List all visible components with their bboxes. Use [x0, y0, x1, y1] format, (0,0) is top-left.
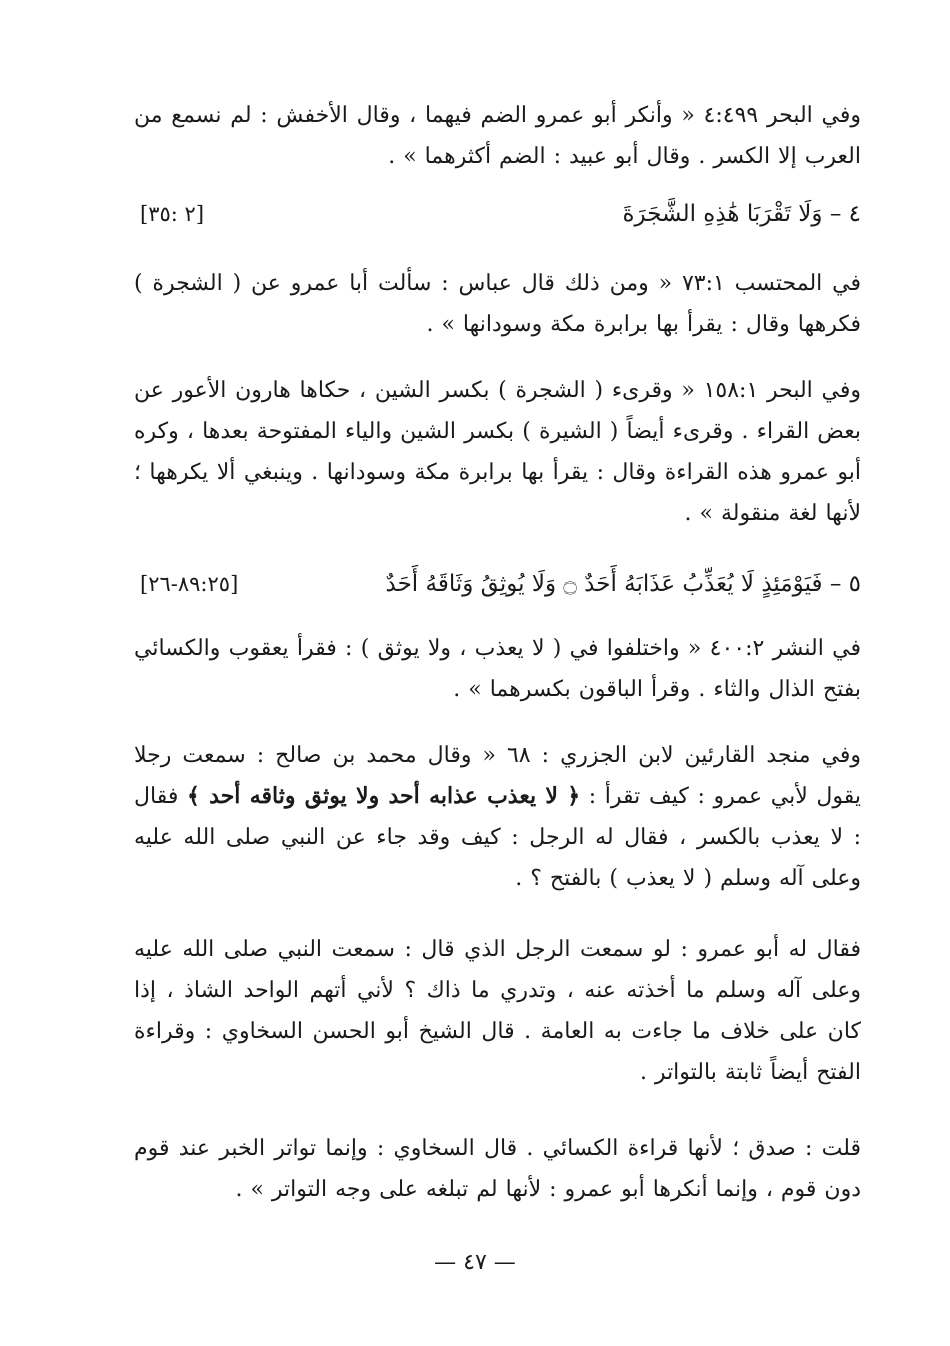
- paragraph-nashr: في النشر ٤٠٠:٢ « واختلفوا في ( لا يعذب ، ولا يوثق ) : فقرأ يعقوب والكسائي بفتح الذال والثاء . وقرأ الباقون بكسرهما » .: [134, 636, 861, 702]
- paragraph-qultu: قلت : صدق ؛ لأنها قراءة الكسائي . قال السخاوي : وإنما تواتر الخبر عند قوم دون قوم ، وإنما أنكرها أبو عمرو : لأنها لم تبلغه على وجه التواتر » .: [134, 1136, 861, 1202]
- paragraph-abu-amr-reply: فقال له أبو عمرو : لو سمعت الرجل الذي قال : سمعت النبي صلى الله عليه وعلى آله وسلم ما أخذته عنه ، وتدري ما ذاك ؟ لأني أتهم الواحد الشاذ ، إذا كان على خلاف ما جاءت به العامة . قال الشيخ أبو الحسن السخاوي : وقراءة الفتح أيضاً ثابتة بالتواتر .: [134, 937, 861, 1085]
- verse-4: [134, 192, 861, 236]
- paragraph-bahr-499: وفي البحر ٤:٤٩٩ « وأنكر أبو عمرو الضم فيهما ، وقال الأخفش : لم نسمع من العرب إلا الكسر . وقال أبو عبيد : الضم أكثرهما » .: [134, 103, 861, 169]
- paragraph-bahr-158: وفي البحر ١٥٨:١ « وقرىء ( الشجرة ) بكسر الشين ، حكاها هارون الأعور عن بعض القراء . وقرىء أيضاً ( الشيرة ) بكسر الشين والياء المفتوحة بعدها ، وكره أبو عمرو هذه القراءة وقال : يقرأ بها برابرة مكة وسودانها . وينبغي ألا يكرهها ؛ لأنها لغة منقولة » .: [134, 378, 861, 526]
- quoted-verse-bold: ﴿ لا يعذب عذابه أحد ولا يوثق وثاقه أحد ﴾: [186, 783, 581, 809]
- munjid-text-start: وفي منجد القارئين لابن الجزري : ٦٨ « وقال محمد بن صالح : سمعت رجلا يقول لأبي عمرو : كيف تقرأ :: [134, 743, 861, 809]
- verse-5-text: ٥ – فَيَوْمَئِذٍ لَا يُعَذِّبُ عَذَابَهُ أَحَدٌ ۝ وَلَا يُوثِقُ وَثَاقَهُ أَحَدٌ: [385, 571, 861, 597]
- verse-4-reference: [٢ :٣٥]: [140, 202, 205, 226]
- paragraph-muhtasab: في المحتسب ٧٣:١ « ومن ذلك قال عباس : سألت أبا عمرو عن ( الشجرة ) فكرهها وقال : يقرأ بها برابرة مكة وسودانها » .: [134, 271, 861, 337]
- verse-5: [134, 562, 861, 606]
- page-number: — ٤٧ —: [434, 1250, 516, 1275]
- verse-4-text: ٤ – وَلَا تَقْرَبَا هَٰذِهِ الشَّجَرَةَ: [622, 201, 861, 227]
- verse-5-reference: [٨٩:٢٥-٢٦]: [140, 572, 239, 596]
- paragraph-munjid: [134, 735, 861, 899]
- munjid-text-end: فقال : لا يعذب بالكسر ، فقال له الرجل : كيف وقد جاء عن النبي صلى الله عليه وعلى آله وسلم ( لا يعذب ) بالفتح ؟ .: [134, 784, 861, 891]
